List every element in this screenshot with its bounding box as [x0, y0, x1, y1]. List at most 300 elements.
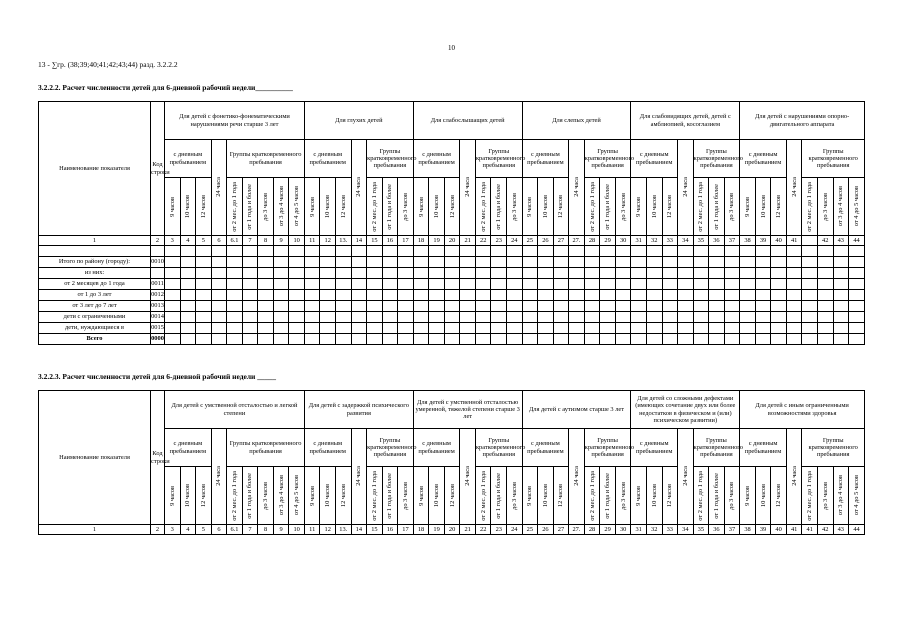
table-cell	[693, 301, 709, 312]
sub-header-short: Группы кратковременного пребывания	[584, 140, 631, 178]
table-cell	[849, 246, 865, 257]
table-cell	[662, 334, 678, 345]
column-number: 38	[740, 236, 756, 246]
table-cell	[662, 257, 678, 268]
table-cell	[569, 257, 585, 268]
column-number: 21	[460, 236, 476, 246]
table-cell	[584, 279, 600, 290]
table-cell	[755, 290, 771, 301]
table-cell	[678, 246, 694, 257]
table-cell	[600, 279, 616, 290]
table-cell	[320, 257, 336, 268]
table-cell	[398, 257, 414, 268]
table-cell	[398, 268, 414, 279]
table-cell	[646, 279, 662, 290]
table-cell	[600, 334, 616, 345]
table-cell	[678, 279, 694, 290]
table-cell	[336, 323, 352, 334]
table-cell	[211, 334, 227, 345]
sub-header-day: с дневным пребыванием	[740, 140, 787, 178]
table-cell	[771, 323, 787, 334]
leaf-header: 9 часов	[165, 178, 181, 236]
table-cell	[786, 301, 802, 312]
table-cell	[320, 312, 336, 323]
table-cell	[475, 312, 491, 323]
leaf-header: от 3 до 4 часов	[273, 178, 289, 236]
table-row	[39, 323, 865, 334]
leaf-header: 10 часов	[538, 467, 554, 525]
table-cell	[678, 312, 694, 323]
table-cell	[165, 268, 181, 279]
table-cell	[367, 312, 383, 323]
table-cell	[786, 334, 802, 345]
sub-header-short: Группы кратковременного пребывания	[475, 429, 522, 467]
table-cell	[522, 334, 538, 345]
row-name: от 3 лет до 7 лет	[39, 301, 151, 312]
leaf-header: 9 часов	[522, 178, 538, 236]
table-cell	[709, 334, 725, 345]
table-cell	[382, 257, 398, 268]
table-cell	[817, 246, 833, 257]
leaf-header: от 1 года и более	[600, 178, 616, 236]
table-cell	[631, 323, 647, 334]
table-cell	[460, 323, 476, 334]
table-cell	[615, 323, 631, 334]
table-cell	[646, 246, 662, 257]
table-cell	[740, 268, 756, 279]
leaf-header: 10 часов	[320, 178, 336, 236]
leaf-header: до 3 часов	[615, 178, 631, 236]
column-number: 25	[522, 236, 538, 246]
table-cell	[151, 246, 165, 257]
table-cell	[320, 290, 336, 301]
table-cell	[849, 268, 865, 279]
table-cell	[538, 334, 554, 345]
table-cell	[304, 301, 320, 312]
table-cell	[631, 334, 647, 345]
row-code: 0010	[151, 257, 165, 268]
leaf-header: от 2 мес. до 1 года	[367, 178, 383, 236]
table-cell	[740, 290, 756, 301]
table1-title: 3.2.2.2. Расчет численности детей для 6-дневной рабочий недели__________	[38, 83, 293, 92]
table-cell	[460, 246, 476, 257]
table-cell	[491, 323, 507, 334]
column-number: 14	[351, 236, 367, 246]
column-number: 27.	[569, 525, 585, 535]
table-cell	[584, 257, 600, 268]
leaf-header: от 1 года и более	[491, 467, 507, 525]
table-cell	[227, 268, 243, 279]
table-cell	[351, 312, 367, 323]
table-cell	[444, 301, 460, 312]
table-cell	[553, 301, 569, 312]
leaf-header: от 4 до 5 часов	[289, 467, 305, 525]
table-cell	[849, 301, 865, 312]
table-cell	[693, 268, 709, 279]
row-name: Итого по району (городу):	[39, 257, 151, 268]
table-cell	[196, 268, 212, 279]
table-cell	[227, 301, 243, 312]
table-cell	[817, 257, 833, 268]
leaf-header: 10 часов	[538, 178, 554, 236]
sub-header-short: Группы кратковременного пребывания	[227, 429, 305, 467]
table-cell	[413, 257, 429, 268]
table-cell	[491, 268, 507, 279]
table-cell	[569, 301, 585, 312]
table-cell	[849, 334, 865, 345]
table-cell	[180, 257, 196, 268]
leaf-header: от 2 мес. до 1 года	[802, 178, 818, 236]
group-header: Для детей с нарушениями опорно-двигательного аппарата	[740, 102, 865, 140]
table-cell	[740, 323, 756, 334]
table-cell	[569, 334, 585, 345]
table-cell	[693, 257, 709, 268]
table-cell	[382, 268, 398, 279]
table-cell	[382, 290, 398, 301]
table-cell	[289, 279, 305, 290]
table-cell	[584, 323, 600, 334]
table-cell	[382, 279, 398, 290]
table-cell	[740, 246, 756, 257]
table-cell	[475, 246, 491, 257]
leaf-header: 12 часов	[444, 467, 460, 525]
table-cell	[211, 279, 227, 290]
column-number: 44	[849, 236, 865, 246]
table-cell	[538, 246, 554, 257]
table-cell	[165, 301, 181, 312]
leaf-header: до 3 часов	[507, 178, 523, 236]
table-cell	[242, 290, 258, 301]
table-cell	[786, 246, 802, 257]
table-cell	[538, 312, 554, 323]
column-number: 22	[475, 525, 491, 535]
table-cell	[289, 312, 305, 323]
table-cell	[615, 279, 631, 290]
leaf-header: 9 часов	[631, 178, 647, 236]
table-cell	[538, 279, 554, 290]
column-number: 20	[444, 236, 460, 246]
table-cell	[507, 301, 523, 312]
sub-header-24h: 24 часа	[678, 140, 694, 236]
table-cell	[802, 301, 818, 312]
leaf-header: 12 часов	[771, 178, 787, 236]
group-header: Для глухих детей	[304, 102, 413, 140]
leaf-header: до 3 часов	[258, 178, 274, 236]
table-cell	[569, 246, 585, 257]
table-cell	[211, 257, 227, 268]
column-number: 15	[367, 525, 383, 535]
table-cell	[724, 246, 740, 257]
leaf-header: от 1 года и более	[709, 178, 725, 236]
table-cell	[413, 268, 429, 279]
table-cell	[475, 268, 491, 279]
table-cell	[211, 290, 227, 301]
column-number: 41	[786, 525, 802, 535]
sub-header-day: с дневным пребыванием	[304, 429, 351, 467]
leaf-header: от 1 года и более	[709, 467, 725, 525]
table-cell	[196, 279, 212, 290]
leaf-header: до 3 часов	[724, 178, 740, 236]
leaf-header: 12 часов	[336, 178, 352, 236]
column-number: 30	[615, 236, 631, 246]
sub-header-24h: 24 часа	[569, 429, 585, 525]
table-cell	[553, 323, 569, 334]
table-cell	[786, 323, 802, 334]
sub-header-24h: 24 часа	[351, 140, 367, 236]
table-cell	[242, 334, 258, 345]
table-cell	[553, 312, 569, 323]
column-number: 9	[273, 525, 289, 535]
sub-header-short: Группы кратковременного пребывания	[693, 429, 740, 467]
table-cell	[771, 290, 787, 301]
table-cell	[615, 334, 631, 345]
column-number: 3	[165, 525, 181, 535]
table-cell	[382, 334, 398, 345]
table-cell	[584, 312, 600, 323]
column-number: 39	[755, 236, 771, 246]
table-cell	[600, 268, 616, 279]
table-cell	[165, 312, 181, 323]
column-number: 8	[258, 525, 274, 535]
column-number: 1	[39, 525, 151, 535]
table-cell	[538, 323, 554, 334]
table-cell	[755, 323, 771, 334]
table-cell	[740, 301, 756, 312]
table-cell	[444, 312, 460, 323]
row-code: 0012	[151, 290, 165, 301]
leaf-header: 12 часов	[336, 467, 352, 525]
table-cell	[662, 312, 678, 323]
table-cell	[196, 290, 212, 301]
table-cell	[802, 279, 818, 290]
leaf-header: от 2 мес. до 1 года	[227, 178, 243, 236]
column-number: 27	[553, 525, 569, 535]
table-cell	[475, 279, 491, 290]
table-cell	[678, 334, 694, 345]
table-cell	[320, 246, 336, 257]
table-cell	[491, 301, 507, 312]
table-cell	[413, 312, 429, 323]
table-cell	[367, 246, 383, 257]
table-cell	[491, 312, 507, 323]
table-cell	[289, 246, 305, 257]
table-cell	[273, 301, 289, 312]
table-cell	[786, 268, 802, 279]
table-cell	[584, 334, 600, 345]
table-children-count-6day-2	[38, 390, 865, 535]
column-number: 6	[211, 236, 227, 246]
table-cell	[724, 323, 740, 334]
table-cell	[320, 323, 336, 334]
table-cell	[709, 290, 725, 301]
group-header: Для слабовидящих детей, детей с амблиопией, косоглазием	[631, 102, 740, 140]
column-number: 4	[180, 525, 196, 535]
leaf-header: 10 часов	[646, 178, 662, 236]
table-cell	[336, 312, 352, 323]
table-cell	[273, 290, 289, 301]
table-cell	[211, 268, 227, 279]
table-cell	[771, 334, 787, 345]
sub-header-short: Группы кратковременного пребывания	[693, 140, 740, 178]
table-cell	[227, 312, 243, 323]
table-cell	[165, 257, 181, 268]
table-cell	[336, 257, 352, 268]
table-cell	[258, 334, 274, 345]
leaf-header: до 3 часов	[398, 178, 414, 236]
table-cell	[180, 323, 196, 334]
table-cell	[786, 290, 802, 301]
sub-header-day: с дневным пребыванием	[165, 140, 212, 178]
table-cell	[507, 334, 523, 345]
sub-header-24h: 24 часа	[569, 140, 585, 236]
table-cell	[553, 268, 569, 279]
column-number: 43	[833, 236, 849, 246]
table-row	[39, 257, 865, 268]
table-cell	[833, 312, 849, 323]
column-number: 2	[151, 525, 165, 535]
column-number: 32	[646, 236, 662, 246]
table-cell	[740, 257, 756, 268]
table-cell	[522, 312, 538, 323]
leaf-header: 12 часов	[662, 467, 678, 525]
table-cell	[631, 279, 647, 290]
table-cell	[258, 279, 274, 290]
table-cell	[755, 257, 771, 268]
column-number: 12	[320, 525, 336, 535]
table-cell	[615, 246, 631, 257]
leaf-header: 10 часов	[646, 467, 662, 525]
table-cell	[615, 312, 631, 323]
table-cell	[849, 312, 865, 323]
sub-header-day: с дневным пребыванием	[413, 429, 460, 467]
table-cell	[460, 257, 476, 268]
table-cell	[196, 257, 212, 268]
column-number: 29	[600, 525, 616, 535]
table-cell	[367, 334, 383, 345]
table-cell	[631, 257, 647, 268]
leaf-header: от 4 до 5 часов	[849, 178, 865, 236]
table-cell	[507, 290, 523, 301]
table-cell	[304, 257, 320, 268]
table-cell	[724, 268, 740, 279]
leaf-header: до 3 часов	[817, 178, 833, 236]
sub-header-24h: 24 часа	[786, 140, 802, 236]
leaf-header: от 1 года и более	[382, 467, 398, 525]
table-cell	[351, 290, 367, 301]
table-cell	[709, 257, 725, 268]
table-cell	[678, 290, 694, 301]
table-cell	[662, 323, 678, 334]
table-cell	[304, 312, 320, 323]
table-cell	[165, 334, 181, 345]
table-cell	[678, 257, 694, 268]
leaf-header: от 3 до 4 часов	[273, 467, 289, 525]
column-number: 7	[242, 525, 258, 535]
table-cell	[211, 312, 227, 323]
table-cell	[693, 312, 709, 323]
table-row	[39, 268, 865, 279]
page-number: 10	[448, 44, 455, 52]
table-cell	[662, 246, 678, 257]
table-cell	[336, 334, 352, 345]
table-cell	[351, 279, 367, 290]
table-cell	[817, 323, 833, 334]
column-number: 34	[678, 525, 694, 535]
table-cell	[242, 257, 258, 268]
table-cell	[802, 268, 818, 279]
group-header: Для детей с задержкой психического развития	[304, 391, 413, 429]
table-cell	[196, 323, 212, 334]
column-number: 16	[382, 236, 398, 246]
table-cell	[771, 312, 787, 323]
table-cell	[227, 246, 243, 257]
table-cell	[196, 301, 212, 312]
table-cell	[817, 279, 833, 290]
table-cell	[709, 279, 725, 290]
table-cell	[398, 323, 414, 334]
table-cell	[429, 268, 445, 279]
table-cell	[165, 246, 181, 257]
table-cell	[444, 268, 460, 279]
table-cell	[336, 290, 352, 301]
table-cell	[600, 323, 616, 334]
table-cell	[507, 268, 523, 279]
table-cell	[304, 334, 320, 345]
table-cell	[475, 323, 491, 334]
table-cell	[802, 290, 818, 301]
column-number: 31	[631, 525, 647, 535]
leaf-header: 9 часов	[413, 178, 429, 236]
column-number: 24	[507, 525, 523, 535]
column-number: 10	[289, 525, 305, 535]
table-cell	[382, 246, 398, 257]
sub-header-day: с дневным пребыванием	[413, 140, 460, 178]
table-cell	[258, 312, 274, 323]
column-number: 13.	[336, 525, 352, 535]
table-cell	[289, 334, 305, 345]
table-cell	[413, 301, 429, 312]
table-cell	[180, 246, 196, 257]
row-name: от 2 месяцев до 1 года	[39, 279, 151, 290]
leaf-header: 10 часов	[755, 178, 771, 236]
table-cell	[211, 301, 227, 312]
table-cell	[553, 290, 569, 301]
leaf-header: от 1 года и более	[382, 178, 398, 236]
column-number: 22	[475, 236, 491, 246]
sub-header-short: Группы кратковременного пребывания	[367, 429, 414, 467]
sub-header-day: с дневным пребыванием	[631, 429, 678, 467]
table-cell	[196, 334, 212, 345]
total-code: 0000	[151, 334, 165, 345]
table-cell	[367, 323, 383, 334]
table-cell	[615, 257, 631, 268]
table-cell	[662, 268, 678, 279]
table-cell	[600, 257, 616, 268]
table-cell	[227, 290, 243, 301]
table-cell	[475, 257, 491, 268]
column-number: 30	[615, 525, 631, 535]
table-cell	[646, 268, 662, 279]
table-cell	[646, 334, 662, 345]
table-cell	[242, 279, 258, 290]
row-code: 0013	[151, 301, 165, 312]
table-cell	[553, 279, 569, 290]
table-cell	[429, 323, 445, 334]
formula-note: 13 - ∑гр. (38;39;40;41;42;43;44) разд. 3.2.2.2	[38, 60, 178, 69]
table-cell	[382, 301, 398, 312]
table-cell	[429, 290, 445, 301]
column-number: 3	[165, 236, 181, 246]
